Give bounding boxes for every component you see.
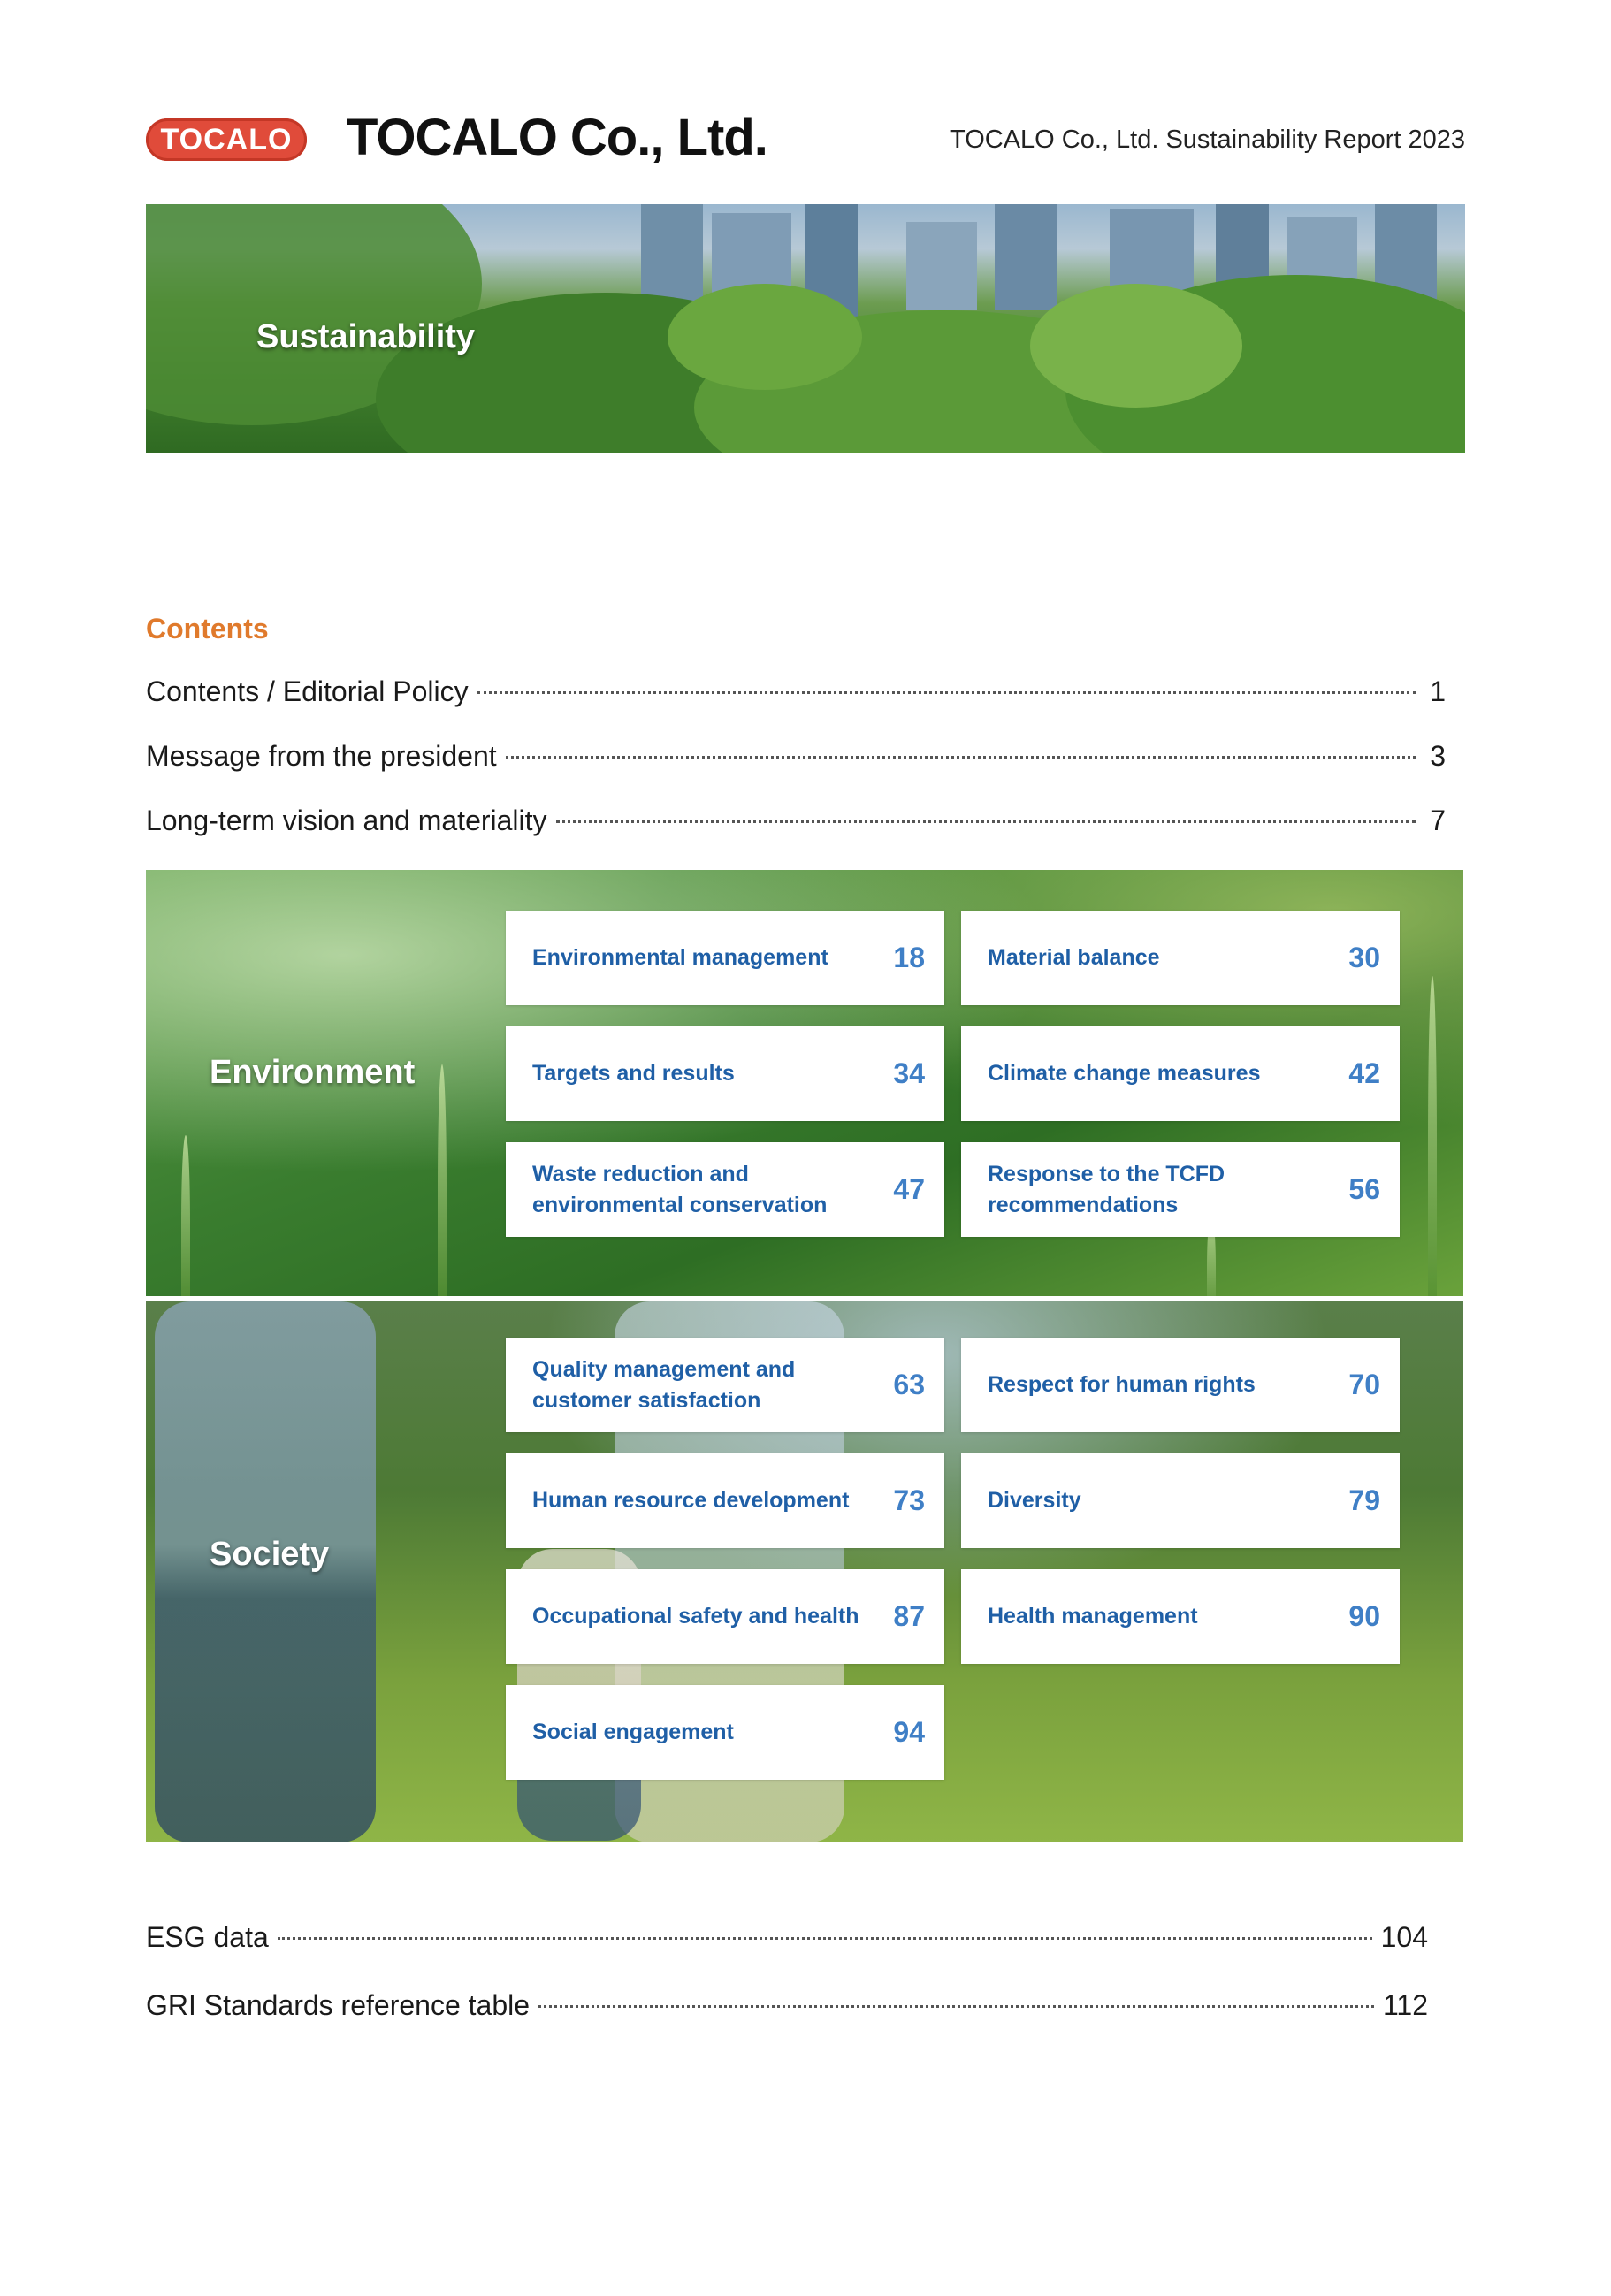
toc-entry-page: 7 [1430, 805, 1446, 836]
grass-blade [181, 1135, 190, 1296]
toc-entry-page: 1 [1430, 675, 1446, 707]
toc-card-material-balance[interactable] [961, 911, 1400, 1005]
card-page: 18 [893, 942, 925, 973]
card-label: Diversity [988, 1488, 1081, 1513]
toc-entry-label: Contents / Editorial Policy [146, 675, 469, 707]
hero-title: Sustainability [256, 318, 476, 355]
toc-card-diversity[interactable] [961, 1453, 1400, 1548]
toc-entry[interactable] [146, 1989, 1428, 2028]
card-page: 90 [1348, 1600, 1380, 1632]
toc-entry-page: 3 [1430, 740, 1446, 772]
grass-blade [438, 1064, 447, 1296]
toc-entry[interactable] [146, 1921, 1428, 1960]
company-name: TOCALO Co., Ltd. [347, 109, 767, 166]
toc-entry[interactable] [146, 675, 1446, 714]
card-page: 47 [893, 1173, 925, 1205]
toc-entry-label: ESG data [146, 1921, 269, 1953]
toc-card-waste-reduction[interactable] [506, 1142, 944, 1237]
card-page: 87 [893, 1600, 925, 1632]
toc-card-social-engagement[interactable] [506, 1685, 944, 1780]
card-page: 34 [893, 1057, 925, 1089]
environment-label: Environment [210, 1054, 416, 1091]
toc-entry-label: GRI Standards reference table [146, 1989, 531, 2021]
toc-card-environmental-management[interactable] [506, 911, 944, 1005]
card-label: Quality management and customer satisfaction [532, 1356, 796, 1413]
card-label: Health management [988, 1604, 1198, 1629]
grass-blade [1428, 976, 1437, 1296]
toc-card-occupational-safety[interactable] [506, 1569, 944, 1664]
card-page: 79 [1348, 1484, 1380, 1516]
toc-leader-dots [278, 1937, 1372, 1940]
card-label: Occupational safety and health [532, 1604, 859, 1629]
card-label: Targets and results [532, 1061, 735, 1086]
tocalo-logo [146, 118, 307, 161]
card-page: 63 [893, 1369, 925, 1400]
card-page: 94 [893, 1716, 925, 1748]
toc-card-health-management[interactable] [961, 1569, 1400, 1664]
card-page: 30 [1348, 942, 1380, 973]
card-page: 70 [1348, 1369, 1380, 1400]
card-label: Respect for human rights [988, 1372, 1256, 1397]
card-label: Material balance [988, 945, 1160, 970]
toc-leader-dots [506, 756, 1416, 759]
society-label: Society [210, 1536, 330, 1573]
card-page: 42 [1348, 1057, 1380, 1089]
society-section [146, 1301, 1463, 1842]
card-label: Waste reduction and environmental conservation [532, 1161, 828, 1217]
toc-entry-label: Long-term vision and materiality [146, 805, 547, 836]
toc-entry-page: 112 [1382, 1989, 1428, 2021]
toc-entry[interactable] [146, 740, 1446, 779]
card-page: 56 [1348, 1173, 1380, 1205]
toc-leader-dots [477, 691, 1416, 694]
toc-entry-label: Message from the president [146, 740, 497, 772]
toc-card-quality-management[interactable] [506, 1338, 944, 1432]
toc-card-climate-change-measures[interactable] [961, 1026, 1400, 1121]
card-page: 73 [893, 1484, 925, 1516]
environment-section [146, 870, 1463, 1296]
card-label: Response to the TCFD recommendations [988, 1161, 1225, 1217]
report-title: TOCALO Co., Ltd. Sustainability Report 2023 [950, 126, 1465, 154]
contents-heading: Contents [146, 613, 269, 645]
logo-text: TOCALO [160, 122, 293, 156]
card-label: Social engagement [532, 1720, 734, 1744]
toc-card-targets-and-results[interactable] [506, 1026, 944, 1121]
card-label: Climate change measures [988, 1061, 1261, 1086]
toc-card-human-resource-development[interactable] [506, 1453, 944, 1548]
toc-leader-dots [556, 820, 1416, 823]
toc-entry[interactable] [146, 805, 1446, 843]
card-label: Human resource development [532, 1488, 850, 1513]
toc-leader-dots [538, 2005, 1374, 2008]
toc-card-human-rights[interactable] [961, 1338, 1400, 1432]
card-label: Environmental management [532, 945, 828, 970]
toc-entry-page: 104 [1380, 1921, 1428, 1953]
toc-card-tcfd-response[interactable] [961, 1142, 1400, 1237]
